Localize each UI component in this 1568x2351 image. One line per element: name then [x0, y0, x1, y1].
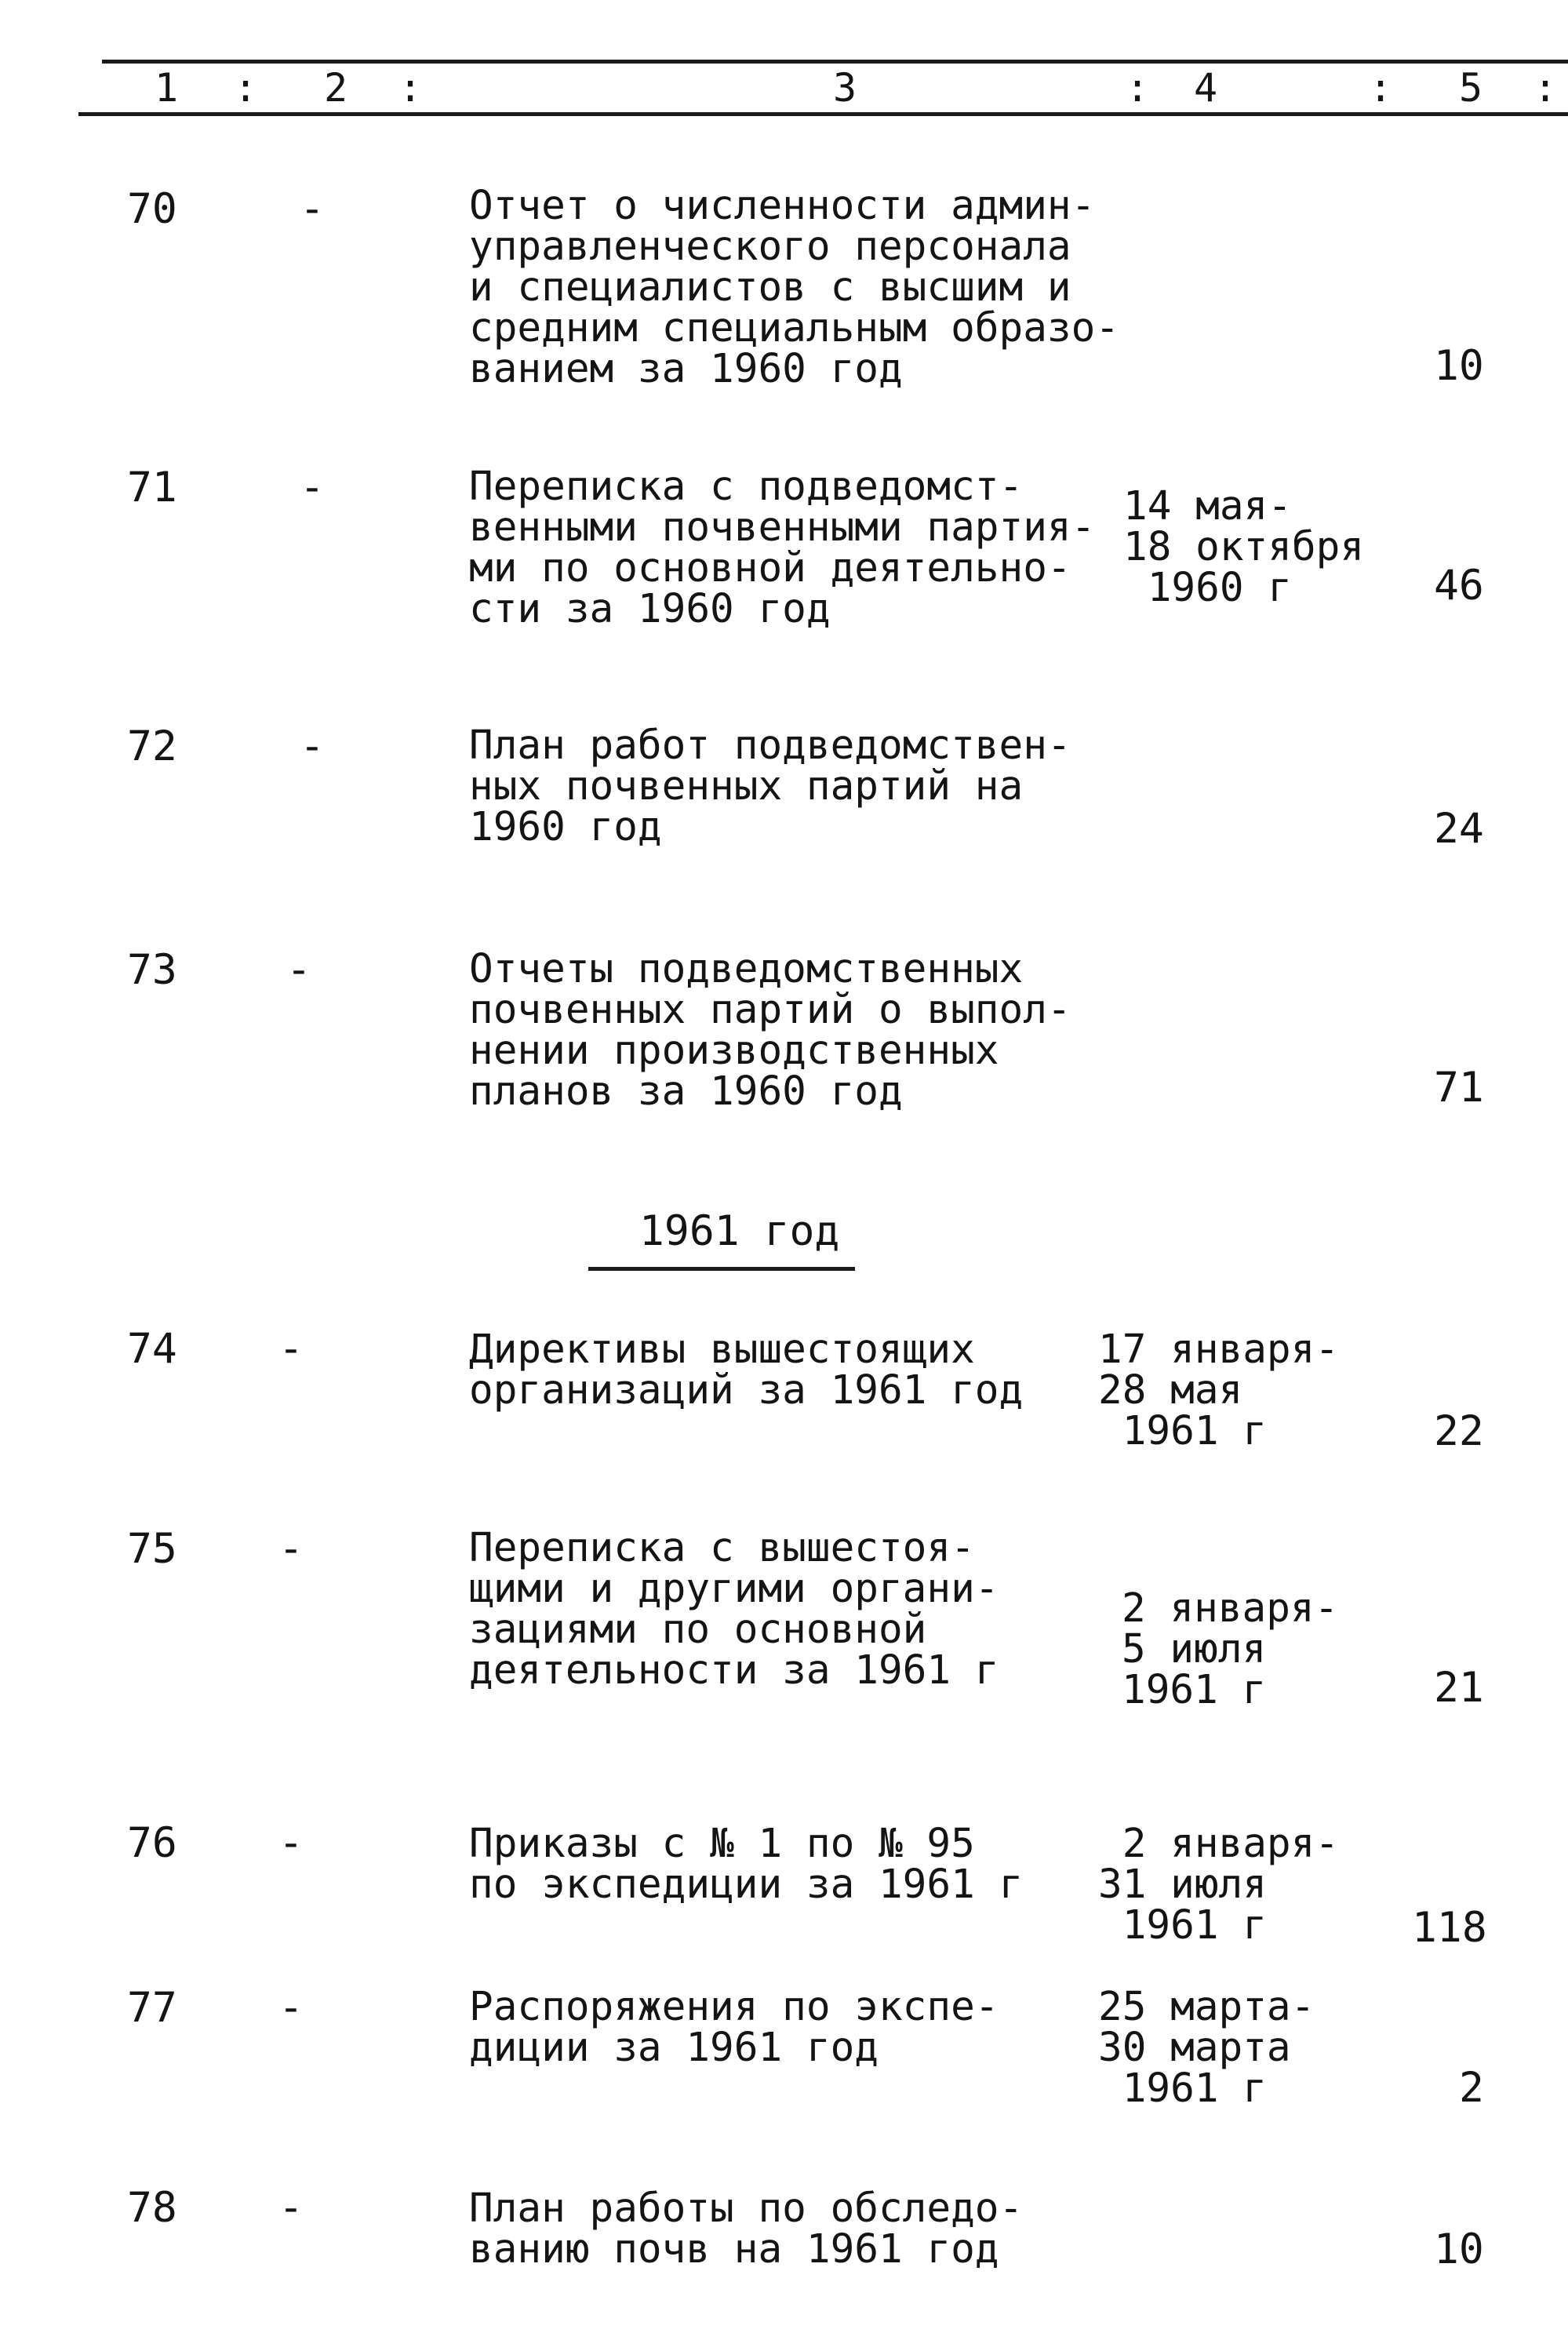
header-col-sheets: 5	[1459, 65, 1483, 111]
header-separator: :	[398, 65, 423, 111]
row-index: -	[300, 464, 325, 511]
row-sheet-count: 46	[1434, 562, 1484, 610]
row-sheet-count: 118	[1412, 1904, 1487, 1952]
row-title: Отчеты подведомственных почвенных партий о выпол- нении производственных планов за 1960 год	[469, 946, 1071, 1115]
row-dates: 25 марта- 30 марта 1961 г	[1098, 1984, 1315, 2112]
row-title: Отчет о численности админ- управленческого персонала и специалистов с высшим и средним специальным образо- ванием за 1960 год	[469, 183, 1120, 392]
row-dates: 2 января- 31 июля 1961 г	[1098, 1821, 1340, 1949]
row-number: 72	[127, 722, 177, 770]
row-sheet-count: 21	[1434, 1664, 1484, 1712]
header-separator: :	[234, 65, 258, 111]
row-index: -	[278, 2184, 304, 2232]
header-col-title: 3	[833, 65, 857, 111]
row-number: 78	[127, 2184, 177, 2232]
header-col-dates: 4	[1194, 65, 1218, 111]
row-title: Приказы с № 1 по № 95 по экспедиции за 1961 г	[469, 1821, 1024, 1908]
header-separator: :	[1126, 65, 1150, 111]
row-number: 76	[127, 1819, 177, 1867]
row-sheet-count: 10	[1434, 2225, 1484, 2273]
row-number: 77	[127, 1984, 177, 2032]
header-col-index: 2	[324, 65, 348, 111]
row-index: -	[278, 1325, 304, 1373]
row-title: Переписка с вышестоя- щими и другими органи- зациями по основной деятельности за 1961 г	[469, 1525, 999, 1694]
row-title: Переписка с подведомст- венными почвенными партия- ми по основной деятельно- сти за 1960 год	[469, 464, 1096, 632]
row-number: 74	[127, 1325, 177, 1373]
row-title: Директивы вышестоящих организаций за 1961 год	[469, 1327, 1024, 1414]
row-index: -	[300, 722, 325, 770]
section-underline	[588, 1267, 855, 1271]
header-top-rule	[102, 60, 1568, 64]
row-number: 75	[127, 1525, 177, 1573]
header-separator: :	[1533, 65, 1558, 111]
row-sheet-count: 10	[1434, 342, 1484, 390]
row-title: План работы по обследо- ванию почв на 1961 год	[469, 2185, 1024, 2273]
row-index: -	[286, 946, 311, 994]
header-separator: :	[1369, 65, 1393, 111]
row-sheet-count: 22	[1434, 1407, 1484, 1455]
row-sheet-count: 24	[1434, 805, 1484, 853]
row-index: -	[278, 1525, 304, 1573]
row-index: -	[278, 1984, 304, 2032]
header-bottom-rule	[78, 112, 1568, 116]
header-col-number: 1	[155, 65, 179, 111]
row-number: 70	[127, 185, 177, 233]
row-title: План работ подведомствен- ных почвенных партий на 1960 год	[469, 722, 1071, 850]
row-dates: 14 мая- 18 октября 1960 г	[1123, 483, 1365, 611]
row-index: -	[278, 1819, 304, 1867]
row-number: 73	[127, 946, 177, 994]
row-number: 71	[127, 464, 177, 511]
row-title: Распоряжения по экспе- диции за 1961 год	[469, 1984, 999, 2071]
row-sheet-count: 2	[1459, 2064, 1484, 2112]
row-dates: 17 января- 28 мая 1961 г	[1098, 1327, 1340, 1454]
row-sheet-count: 71	[1434, 1064, 1484, 1112]
row-dates: 2 января- 5 июля 1961 г	[1122, 1585, 1339, 1713]
row-index: -	[300, 185, 325, 233]
section-year-title: 1961 год	[639, 1207, 840, 1255]
